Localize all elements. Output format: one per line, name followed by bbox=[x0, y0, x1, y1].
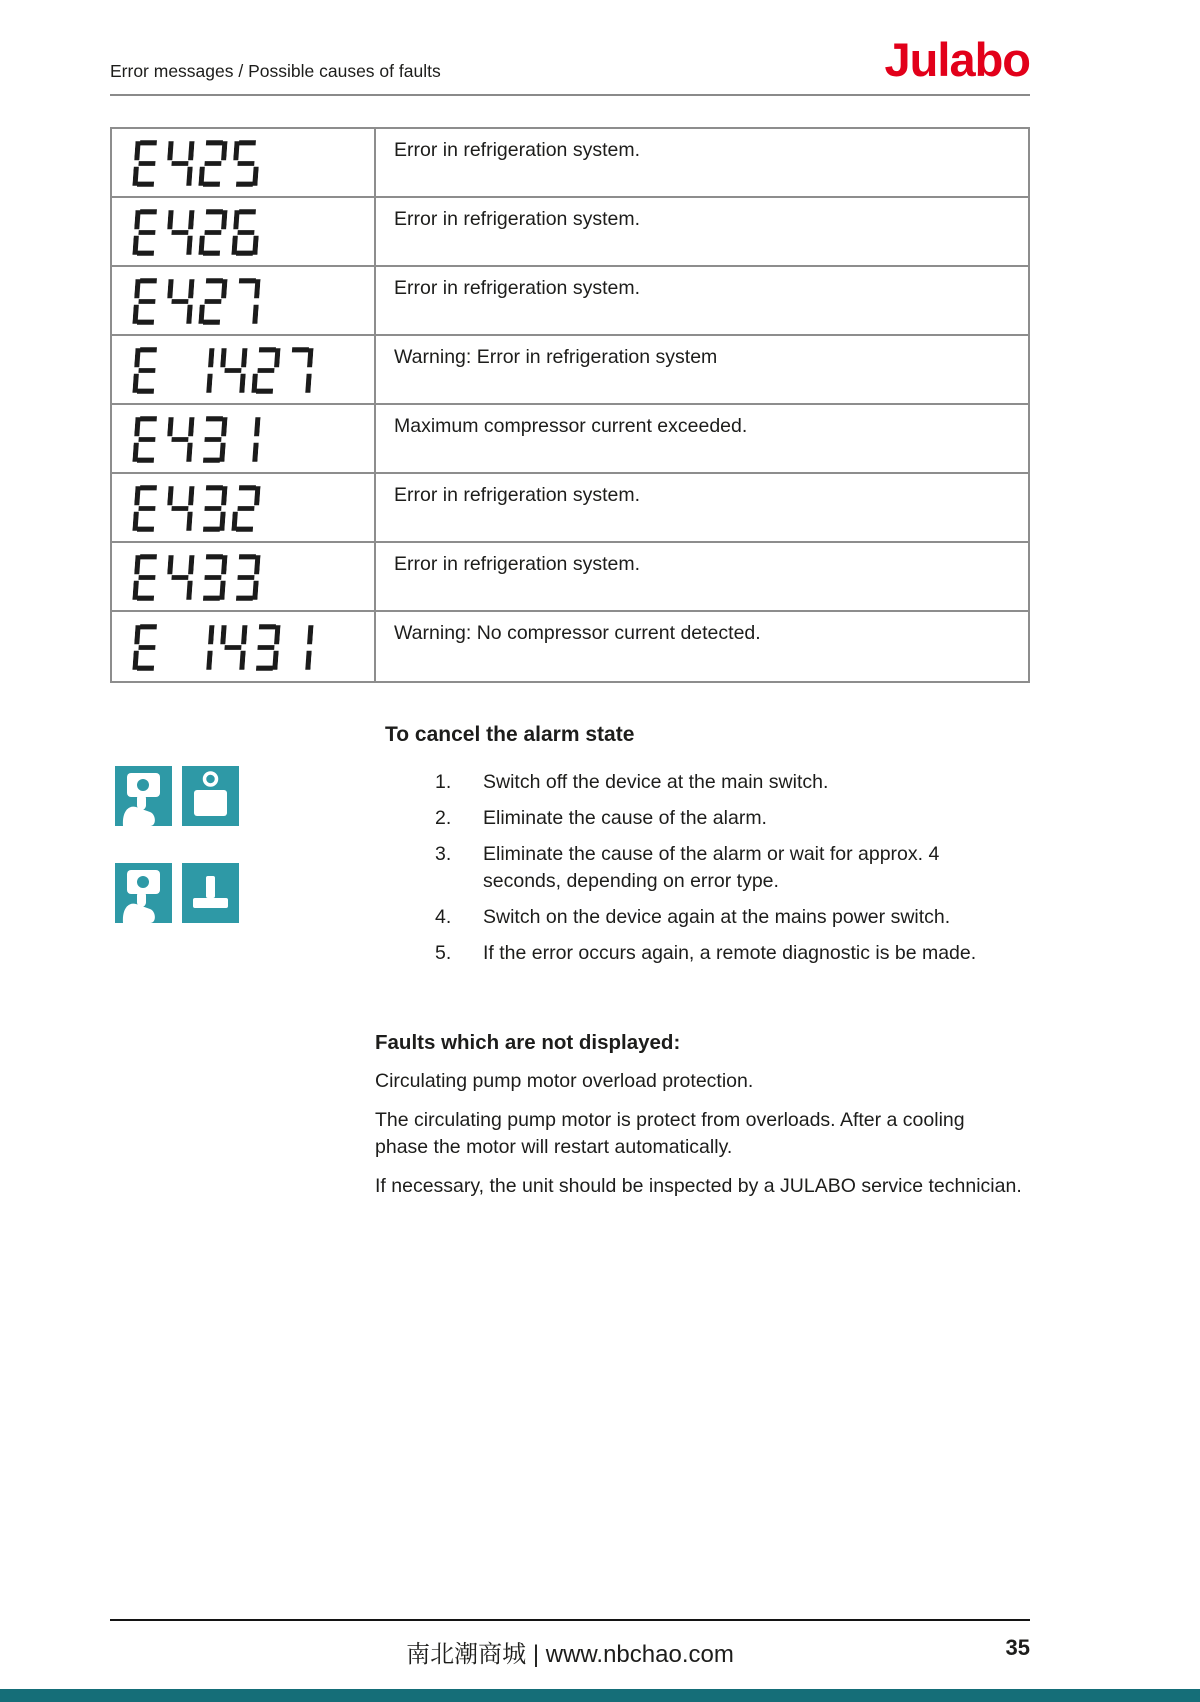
step-text: Switch off the device at the main switch. bbox=[483, 771, 829, 793]
table-row bbox=[112, 198, 1028, 267]
error-code-cell bbox=[112, 336, 374, 403]
page-number: 35 bbox=[1005, 1635, 1030, 1660]
bottom-bar bbox=[0, 1689, 1200, 1702]
list-item bbox=[435, 940, 1013, 967]
main-switch-on-icon bbox=[182, 863, 239, 923]
list-item bbox=[435, 769, 1013, 796]
seven-segment-error-code bbox=[132, 484, 260, 532]
paragraph: Circulating pump motor overload protection. bbox=[375, 1070, 754, 1092]
error-code-cell bbox=[112, 612, 374, 681]
error-description-cell: Warning: No compressor current detected. bbox=[374, 612, 1028, 681]
error-code-cell bbox=[112, 474, 374, 541]
julabo-logo: Julabo bbox=[884, 33, 1030, 86]
alarm-section-title: To cancel the alarm state bbox=[385, 723, 635, 746]
seven-segment-error-code bbox=[132, 139, 260, 187]
error-description-cell: Error in refrigeration system. bbox=[374, 267, 1028, 334]
error-code-cell bbox=[112, 405, 374, 472]
error-code-cell bbox=[112, 267, 374, 334]
seven-segment-error-code bbox=[132, 277, 260, 325]
list-item bbox=[435, 841, 1013, 895]
table-row bbox=[112, 336, 1028, 405]
hand-press-display-icon bbox=[115, 863, 172, 923]
footer-site-text: 南北潮商城 | www.nbchao.com bbox=[406, 1641, 734, 1668]
list-item bbox=[435, 904, 1013, 931]
table-row bbox=[112, 543, 1028, 612]
seven-segment-error-code bbox=[132, 346, 313, 394]
step-text: If the error occurs again, a remote diagnostic is be made. bbox=[483, 941, 977, 964]
faults-paragraphs bbox=[375, 1068, 1023, 1199]
error-code-cell bbox=[112, 129, 374, 196]
faults-section bbox=[375, 1031, 1023, 1199]
step-number: 2. bbox=[435, 806, 452, 829]
error-code-table bbox=[110, 127, 1030, 683]
faults-section-title: Faults which are not displayed: bbox=[375, 1031, 681, 1054]
paragraph: The circulating pump motor is protect from overloads. After a cooling phase the motor will restart automatically. bbox=[375, 1109, 965, 1158]
error-description-cell: Error in refrigeration system. bbox=[374, 129, 1028, 196]
step-text: Eliminate the cause of the alarm or wait for approx. 4 seconds, depending on error type. bbox=[483, 842, 940, 892]
hand-press-display-icon bbox=[115, 766, 172, 826]
error-description-cell: Error in refrigeration system. bbox=[374, 198, 1028, 265]
seven-segment-error-code bbox=[132, 208, 260, 256]
step-number: 1. bbox=[435, 771, 452, 793]
seven-segment-error-code bbox=[132, 415, 260, 463]
step-text: Switch on the device again at the mains power switch. bbox=[483, 905, 951, 928]
error-description-cell: Maximum compressor current exceeded. bbox=[374, 405, 1028, 472]
error-description-cell: Error in refrigeration system. bbox=[374, 543, 1028, 610]
breadcrumb: Error messages / Possible causes of faults bbox=[110, 61, 441, 81]
error-description-cell: Error in refrigeration system. bbox=[374, 474, 1028, 541]
seven-segment-error-code bbox=[132, 623, 313, 671]
instruction-icons bbox=[115, 766, 239, 923]
error-code-cell bbox=[112, 543, 374, 610]
error-description-cell: Warning: Error in refrigeration system bbox=[374, 336, 1028, 403]
step-number: 3. bbox=[435, 842, 452, 865]
step-number: 5. bbox=[435, 941, 452, 964]
table-row bbox=[112, 612, 1028, 681]
seven-segment-error-code bbox=[132, 553, 260, 601]
header-divider bbox=[110, 94, 1030, 96]
table-row bbox=[112, 129, 1028, 198]
footer-divider bbox=[110, 1619, 1030, 1621]
step-text: Eliminate the cause of the alarm. bbox=[483, 806, 767, 829]
list-item bbox=[435, 805, 1013, 832]
error-code-cell bbox=[112, 198, 374, 265]
alarm-steps-list bbox=[435, 769, 1013, 975]
table-row bbox=[112, 474, 1028, 543]
table-row bbox=[112, 405, 1028, 474]
paragraph: If necessary, the unit should be inspected by a JULABO service technician. bbox=[375, 1174, 1022, 1197]
step-number: 4. bbox=[435, 905, 452, 928]
table-row bbox=[112, 267, 1028, 336]
main-switch-off-icon bbox=[182, 766, 239, 826]
